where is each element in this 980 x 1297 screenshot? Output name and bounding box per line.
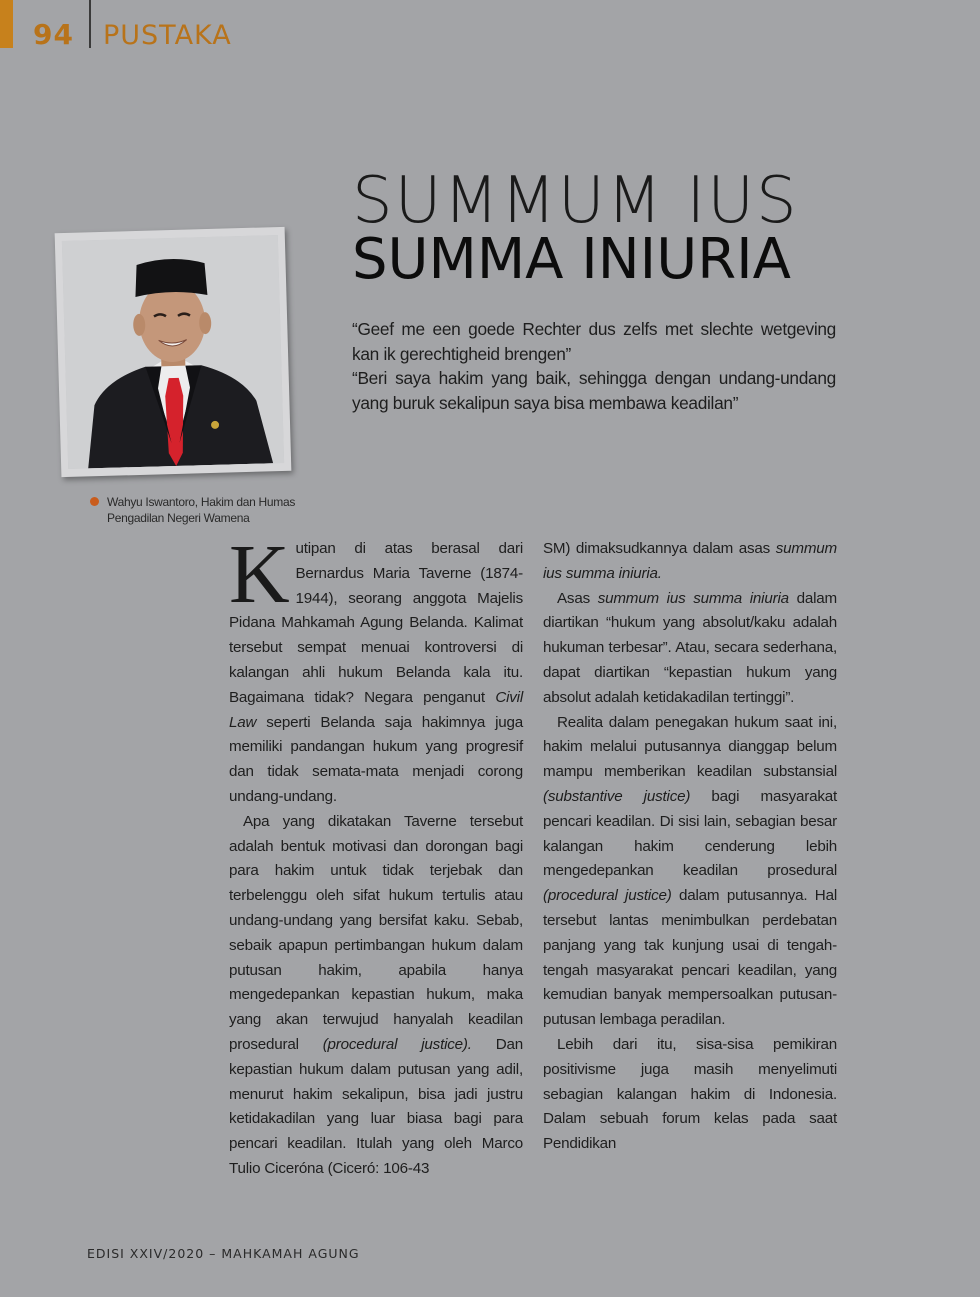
- page-number: 94: [33, 18, 74, 51]
- text-run: dalam putusannya. Hal tersebut lantas menimbulkan perdebatan panjang yang tak kunjung usai di tengah-tengah masyarakat pencari keadilan, yang kemudian banyak mempersoalkan putusan-putusan lembaga peradilan.: [543, 887, 837, 1029]
- article-epigraph: [352, 317, 836, 415]
- author-portrait-illustration: [62, 235, 284, 469]
- photo-caption: [90, 494, 330, 526]
- body-paragraph: [543, 711, 837, 1033]
- caption-line1: Wahyu Iswantoro, Hakim dan Humas: [107, 495, 296, 509]
- text-run: dalam diartikan “hukum yang absolut/kaku adalah hukuman terbesar”. Atau, secara sederhana, dapat diartikan “kepastian hukum yang absolut adalah ketidakadilan tertinggi”.: [543, 589, 837, 706]
- section-title: PUSTAKA: [103, 20, 232, 51]
- italic-term: summum ius summa iniuria.: [543, 540, 837, 582]
- header-divider: [89, 0, 91, 48]
- text-run: Realita dalam penegakan hukum saat ini, hakim melalui putusannya dianggap belum mampu memberikan keadilan substansial: [543, 713, 837, 781]
- author-photo: [62, 235, 284, 469]
- italic-term: Civil Law: [229, 688, 523, 731]
- body-column-2: [543, 537, 837, 1157]
- text-run: Apa yang dikatakan Taverne tersebut adalah bentuk motivasi dan dorongan bagi para hakim untuk tidak terjebak dan terbelenggu oleh sifat hukum tertulis atau undang-undang yang bersifat kaku. Sebab, sebaik apapun pertimbangan hukum dalam putusan hakim, apabila hanya mengedepankan kepastian hukum, maka yang akan terwujud hanyalah keadilan prosedural: [229, 812, 523, 1053]
- text-run: bagi masyarakat pencari keadilan. Di sisi lain, sebagian besar kalangan hakim cenderung lebih mengedepankan keadilan prosedural: [543, 787, 838, 880]
- italic-term: summum ius summa iniuria: [597, 589, 789, 607]
- author-photo-frame: [55, 227, 292, 477]
- italic-term: (procedural justice): [543, 887, 672, 905]
- body-column-1: [229, 528, 523, 1182]
- body-paragraph: [543, 537, 837, 587]
- text-run: utipan di atas berasal dari Bernardus Maria Taverne (1874-1944), seorang anggota Majelis Pidana Mahkamah Agung Belanda. Kalimat tersebut sempat menuai kontroversi di kalangan ahli hukum Belanda kala itu. Bagaimana tidak? Negara penganut: [229, 540, 523, 706]
- body-paragraph: [543, 587, 837, 711]
- article-title-line1: SUMMUM IUS: [352, 164, 799, 238]
- quote-dutch: “Geef me een goede Rechter dus zelfs met slechte wetgeving kan ik gerechtigheid brengen”: [352, 319, 836, 364]
- caption-bullet-icon: [90, 497, 99, 506]
- body-paragraph: [229, 810, 523, 1182]
- quote-indonesian: “Beri saya hakim yang baik, sehingga dengan undang-undang yang buruk sekalipun saya bisa membawa keadilan”: [352, 368, 836, 413]
- body-paragraph: Lebih dari itu, sisa-sisa pemikiran positivisme juga masih menyelimuti sebagian kalangan hakim di Indonesia. Dalam sebuah forum kelas pada saat Pendidikan: [543, 1035, 837, 1153]
- italic-term: (substantive justice): [543, 787, 691, 805]
- header-accent-bar: [0, 0, 13, 48]
- page-footer: EDISI XXIV/2020 – MAHKAMAH AGUNG: [87, 1246, 360, 1261]
- article-title-line2: SUMMA INIURIA: [352, 227, 791, 292]
- text-run: SM) dimaksudkannya dalam asas: [543, 540, 776, 557]
- body-paragraph: [229, 528, 523, 810]
- text-run: seperti Belanda saja hakimnya juga memiliki pandangan hukum yang progresif dan tidak semata-mata menjadi corong undang-undang.: [229, 713, 523, 805]
- text-run: Dan kepastian hukum dalam putusan yang adil, menurut hakim sekalipun, bisa jadi justru ketidakadilan yang luar biasa bagi para pencari keadilan. Itulah yang oleh Marco Tulio Ciceróna (Ciceró: 106-43: [229, 1035, 523, 1177]
- text-run: Asas: [557, 589, 598, 607]
- caption-line2: Pengadilan Negeri Wamena: [107, 511, 250, 525]
- italic-term: (procedural justice).: [322, 1035, 472, 1053]
- drop-cap: K: [229, 528, 290, 621]
